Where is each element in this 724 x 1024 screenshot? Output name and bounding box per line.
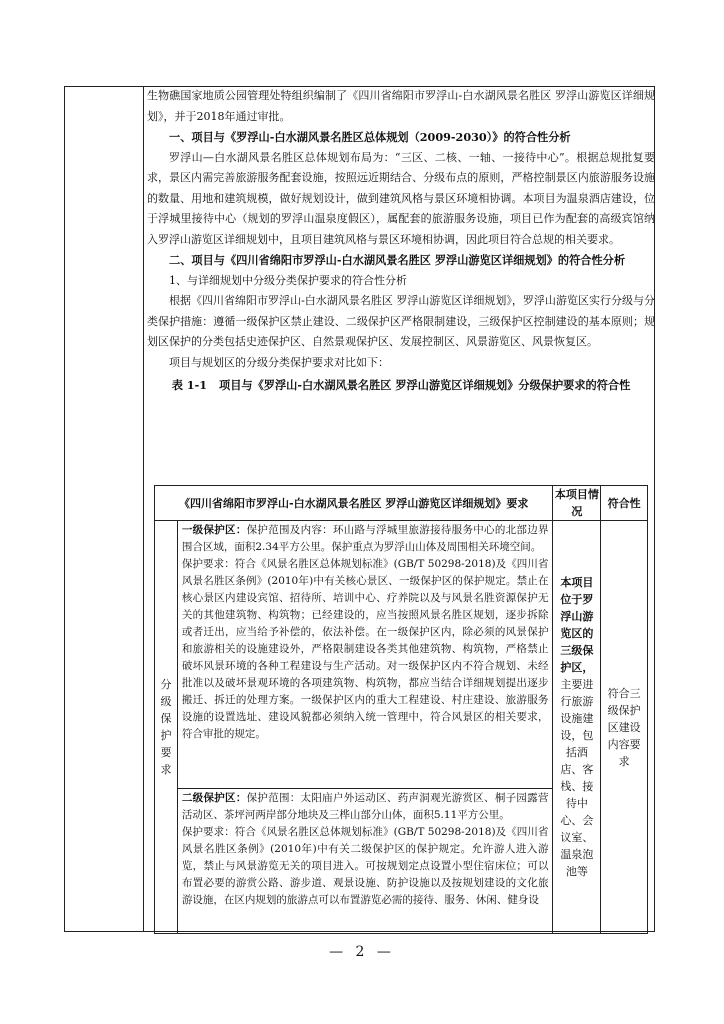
level2-scope: 保护范围：太阳庙户外运动区、药声洞观光游赏区、桐子园露营活动区、茶坪河两岸部分地块及三桦山部分山体，面积5.11平方公里。 (181, 792, 549, 821)
project-situation-cell (553, 521, 601, 934)
level1-requirement-cell (177, 521, 553, 789)
table-caption-text: 项目与《罗浮山-白水湖风景名胜区 罗浮山游览区详细规划》分级保护要求的符合性 (219, 378, 631, 392)
section2-heading: 二、项目与《四川省绵阳市罗浮山-白水湖风景名胜区 罗浮山游览区详细规划》的符合性分析 (169, 253, 626, 267)
header-conformity: 符合性 (601, 486, 648, 521)
level2-label: 二级保护区： (181, 792, 247, 804)
table-caption-label: 表 1-1 (171, 378, 207, 392)
level2-requirement: 保护要求：符合《风景名胜区总体规划标准》(GB/T 50298-2018)及《四川省风景名胜区条例》(2010年)中有关二级保护区的保护规定。允许游人进入游览，禁止与风景游览无关的项目进入。可按规划定点设置小型住宿床位；可以布置必要的游赏公路、游步道、观景设施、防护设施以及按规划建设的文化旅游设施，在区内规划的旅游点可以布置游览必需的接待、服务、休闲、健身设 (181, 826, 549, 906)
level1-label: 一级保护区： (181, 524, 247, 536)
table-row-level1 (155, 521, 648, 789)
document-body (147, 86, 655, 393)
header-requirement: 《四川省绵阳市罗浮山-白水湖风景名胜区 罗浮山游览区详细规划》要求 (155, 486, 553, 521)
section1-heading: 一、项目与《罗浮山-白水湖风景名胜区总体规划（2009-2030）》的符合性分析 (169, 130, 571, 144)
table-header-row (155, 486, 648, 521)
header-situation: 本项目情况 (553, 486, 601, 521)
table-lead-sentence: 项目与规划区的分级分类保护要求对比如下： (169, 355, 389, 369)
level2-requirement-cell (177, 789, 553, 934)
level1-scope: 保护范围及内容：环山路与浮城里旅游接待服务中心的北部边界围合区域，面积2.34平方公里。保护重点为罗浮山山体及周围相关环境空间。 (181, 524, 549, 553)
intro-paragraph: 生物礁国家地质公园管理处特组织编制了《四川省绵阳市罗浮山-白水湖风景名胜区 罗浮山游览区详细规划》，并于2018年通过审批。 (147, 89, 655, 123)
protection-comparison-table (154, 485, 648, 934)
page-number: — 2 — (329, 944, 395, 960)
section2-subheading: 1、与详细规划中分级分类保护要求的符合性分析 (169, 273, 407, 287)
situation-rest: 主要进行旅游设施建设，包括酒店、客栈、接待中心、会议室、温泉泡池等 (560, 678, 594, 878)
conformity-cell: 符合三级保护区建设内容要求 (601, 521, 648, 934)
level1-requirement: 保护要求：符合《风景名胜区总体规划标准》(GB/T 50298-2018)及《四川省风景名胜区条例》(2010年)中有关核心景区、一级保护区的保护规定。禁止在核心景区内建设宾馆、招待所、培训中心、疗养院以及与风景名胜资源保护无关的其他建筑物、构筑物；已经建设的，应当按照风景名胜区规划，逐步拆除或者迁出，应当给予补偿的，依法补偿。在一级保护区内，除必须的风景保护和旅游相关的设施建设外，严格限制建设各类其他建筑物、构筑物，严格禁止破坏风景环境的各种工程建设与生产活动。对一级保护区内不符合规划、未经批准以及破坏景观环境的各项建筑物、构筑物，都应当结合详细规划提出逐步搬迁、拆迁的处理方案。一级保护区内的重大工程建设、村庄建设、旅游服务设施的设置选址、建设风貌都必须纳入统一管理中，符合风景区的相关要求，符合审批的规定。 (181, 558, 549, 740)
category-cell: 分级保护要求 (155, 521, 178, 934)
table-caption (147, 377, 655, 393)
situation-bold: 本项目位于罗浮山游览区的三级保护区， (560, 576, 594, 674)
left-label-column (64, 86, 144, 932)
section2-body: 根据《四川省绵阳市罗浮山-白水湖风景名胜区 罗浮山游览区详细规划》，罗浮山游览区实行分级与分类保护措施：遵循一级保护区禁止建设、二级保护区严格限制建设，三级保护区控制建设的基本原则；规划区保护的分类包括史迹保护区、自然景观保护区、发展控制区、风景游览区、风景恢复区。 (147, 294, 655, 348)
section1-body: 罗浮山—白水湖风景名胜区总体规划布局为：“三区、二核、一轴、一接待中心”。根据总规批复要求，景区内需完善旅游服务配套设施，按照远近期结合、分级布点的原则，严格控制景区内旅游服务设施的数量、用地和建筑规模，做好规划设计，做到建筑风格与景区环境相协调。本项目为温泉酒店建设，位于浮城里接待中心（规划的罗浮山温泉度假区），属配套的旅游服务设施，项目已作为配套的高级宾馆纳入罗浮山游览区详细规划中，且项目建筑风格与景区环境相协调，因此项目符合总规的相关要求。 (147, 150, 655, 246)
